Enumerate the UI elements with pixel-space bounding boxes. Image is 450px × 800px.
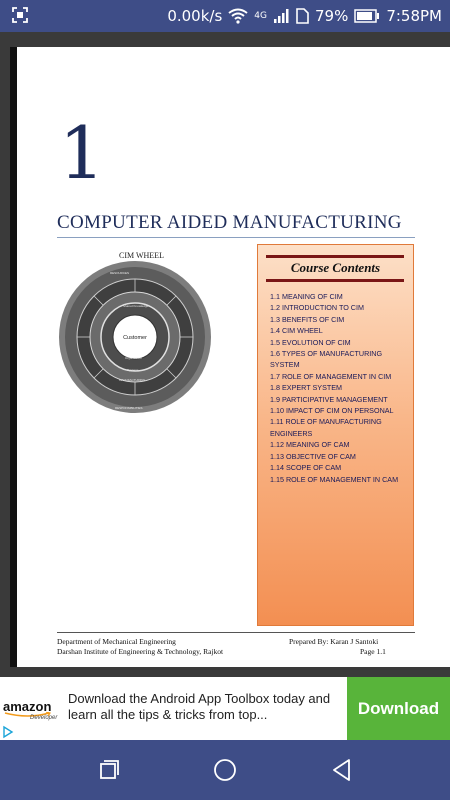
svg-text:RESPONSIBILITIES: RESPONSIBILITIES: [115, 406, 143, 410]
svg-text:Organization: Organization: [125, 356, 143, 360]
svg-text:Shared Knowledge: Shared Knowledge: [123, 304, 149, 308]
screenshot-icon: [12, 7, 28, 23]
chapter-number: 1: [59, 111, 105, 195]
amazon-developer-logo: [0, 693, 64, 723]
page-edge: [10, 47, 17, 667]
back-icon[interactable]: [327, 755, 357, 785]
amazon-brand-text: amazon: [3, 699, 52, 714]
ad-banner[interactable]: [0, 677, 450, 740]
course-contents-box: [257, 244, 414, 626]
contents-top-bar: [266, 255, 404, 258]
footer-department: Department of Mechanical Engineering: [57, 637, 176, 646]
status-right: [167, 0, 442, 32]
wifi-icon: [228, 8, 248, 24]
cim-wheel-image: [55, 255, 215, 415]
contents-item: 1.7 ROLE OF MANAGEMENT IN CIM: [270, 371, 392, 381]
title-divider: [57, 237, 415, 238]
svg-text:MANUFACTURING: MANUFACTURING: [119, 378, 146, 382]
contents-bottom-bar: [266, 279, 404, 282]
navigation-bar: [0, 740, 450, 800]
recent-apps-icon[interactable]: [93, 755, 123, 785]
contents-item: 1.9 PARTICIPATIVE MANAGEMENT: [270, 394, 388, 404]
contents-item: 1.15 ROLE OF MANAGEMENT IN CAM: [270, 474, 399, 484]
chapter-title: COMPUTER AIDED MANUFACTURING: [57, 212, 402, 233]
status-bar: [0, 0, 450, 32]
network-type: 4G: [254, 11, 267, 21]
contents-item: 1.1 MEANING OF CIM: [270, 292, 343, 301]
contents-item: 1.12 MEANING OF CAM: [270, 440, 350, 450]
contents-item: 1.4 CIM WHEEL: [270, 326, 323, 336]
footer-page-number: Page 1.1: [360, 647, 386, 656]
battery-percent: 79%: [314, 7, 349, 25]
footer-institute: Darshan Institute of Engineering & Technology, Rajkot: [57, 647, 224, 656]
document-page: [17, 47, 450, 667]
footer-prepared-by: Prepared By: Karan J Santoki: [289, 637, 379, 646]
signal-icon: [273, 8, 289, 24]
contents-item: 1.11 ROLE OF MANUFACTURING ENGINEERS: [270, 417, 382, 438]
home-icon[interactable]: [210, 755, 240, 785]
contents-item: 1.13 OBJECTIVE OF CAM: [270, 451, 356, 461]
contents-item: 1.10 IMPACT OF CIM ON PERSONAL: [270, 406, 394, 416]
network-speed: 0.00k/s: [167, 7, 223, 25]
download-button[interactable]: Download: [347, 677, 450, 740]
footer-divider: [57, 632, 415, 633]
svg-text:Systems: Systems: [127, 368, 139, 372]
developer-text: Developer: [30, 715, 58, 721]
contents-item: 1.6 TYPES OF MANUFACTURING SYSTEM: [270, 349, 383, 370]
contents-item: 1.14 SCOPE OF CAM: [270, 463, 342, 473]
sim-icon: [295, 8, 309, 24]
contents-item: 1.8 EXPERT SYSTEM: [270, 383, 343, 393]
contents-item: 1.3 BENEFITS OF CIM: [270, 314, 345, 324]
battery-icon: [354, 9, 380, 23]
adchoices-icon[interactable]: [0, 724, 16, 740]
contents-item: 1.5 EVOLUTION OF CIM: [270, 337, 351, 347]
svg-text:RESOURCES: RESOURCES: [110, 271, 130, 275]
contents-heading: Course Contents: [290, 260, 381, 275]
contents-item: 1.2 INTRODUCTION TO CIM: [270, 303, 364, 313]
wheel-caption: CIM WHEEL: [119, 251, 164, 260]
clock: 7:58PM: [386, 7, 442, 25]
document-viewer[interactable]: [0, 32, 450, 677]
wheel-center-label: Customer: [123, 335, 147, 341]
ad-text[interactable]: Download the Android App Toolbox today and learn all the tips & tricks from top...: [68, 691, 331, 722]
contents-list: [270, 291, 405, 485]
